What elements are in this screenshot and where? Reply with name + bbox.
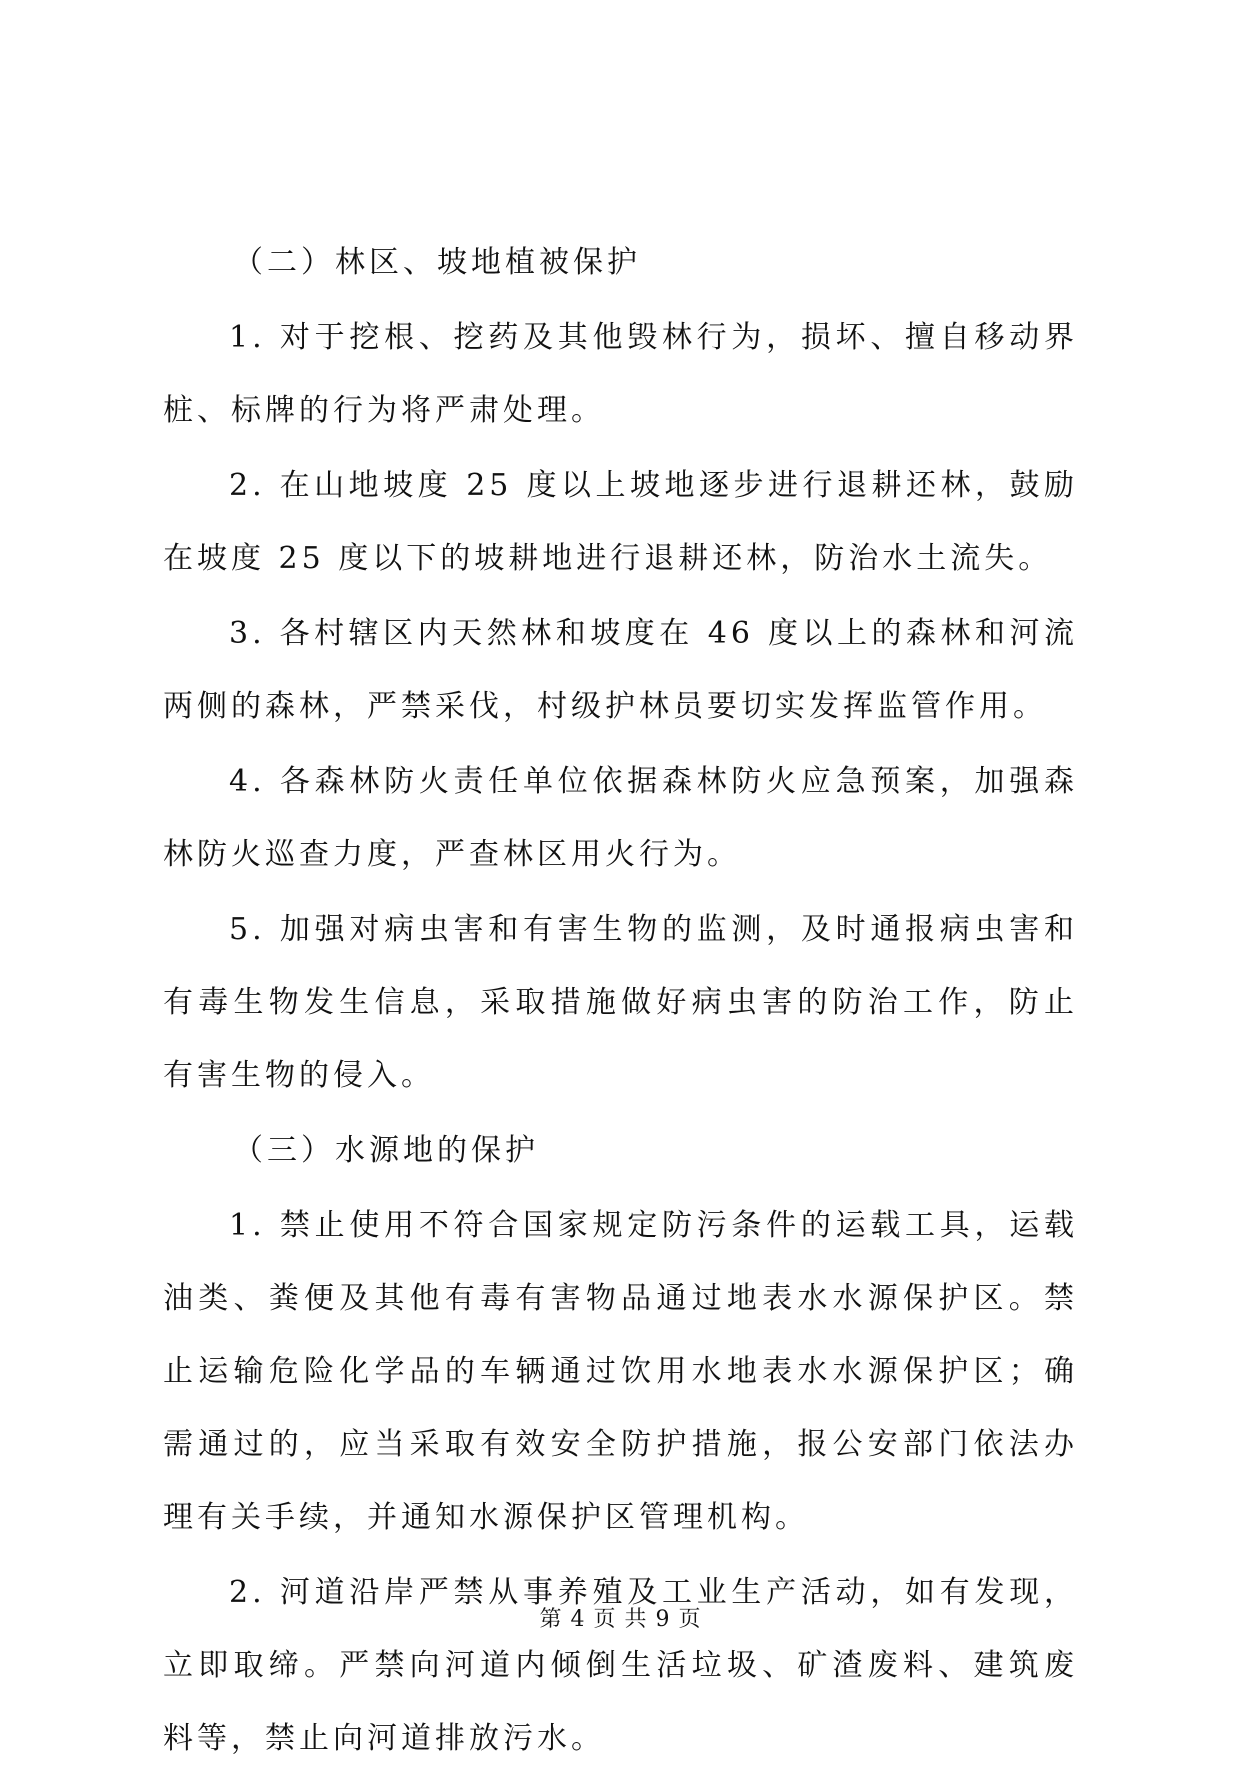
- section-heading-forest-slope: （二）林区、坡地植被保护: [233, 245, 641, 280]
- document-body: [163, 226, 1078, 1777]
- paragraph-water-item-1: 1. 禁止使用不符合国家规定防污条件的运载工具，运载油类、粪便及其他有毒有害物品通过地表水水源保护区。禁止运输危险化学品的车辆通过饮用水地表水水源保护区；确需通过的，应当采取有效安全防护措施，报公安部门依法办理有关手续，并通知水源保护区管理机构。: [163, 1208, 1078, 1535]
- paragraph-item-2: 2. 在山地坡度 25 度以上坡地逐步进行退耕还林，鼓励在坡度 25 度以下的坡耕地进行退耕还林，防治水土流失。: [163, 468, 1078, 576]
- paragraph-item-1: 1. 对于挖根、挖药及其他毁林行为，损坏、擅自移动界桩、标牌的行为将严肃处理。: [163, 320, 1078, 428]
- paragraph-water-item-2: 2. 河道沿岸严禁从事养殖及工业生产活动，如有发现，立即取缔。严禁向河道内倾倒生活垃圾、矿渣废料、建筑废料等，禁止向河道排放污水。: [163, 1575, 1078, 1756]
- paragraph-item-5: 5. 加强对病虫害和有害生物的监测，及时通报病虫害和有毒生物发生信息，采取措施做好病虫害的防治工作，防止有害生物的侵入。: [163, 912, 1078, 1093]
- section-heading-water-source: （三）水源地的保护: [233, 1133, 539, 1168]
- paragraph-item-4: 4. 各森林防火责任单位依据森林防火应急预案，加强森林防火巡查力度，严查林区用火行为。: [163, 764, 1078, 872]
- paragraph-item-3: 3. 各村辖区内天然林和坡度在 46 度以上的森林和河流两侧的森林，严禁采伐，村级护林员要切实发挥监管作用。: [163, 616, 1078, 724]
- page-number-footer: 第 4 页 共 9 页: [539, 1607, 702, 1632]
